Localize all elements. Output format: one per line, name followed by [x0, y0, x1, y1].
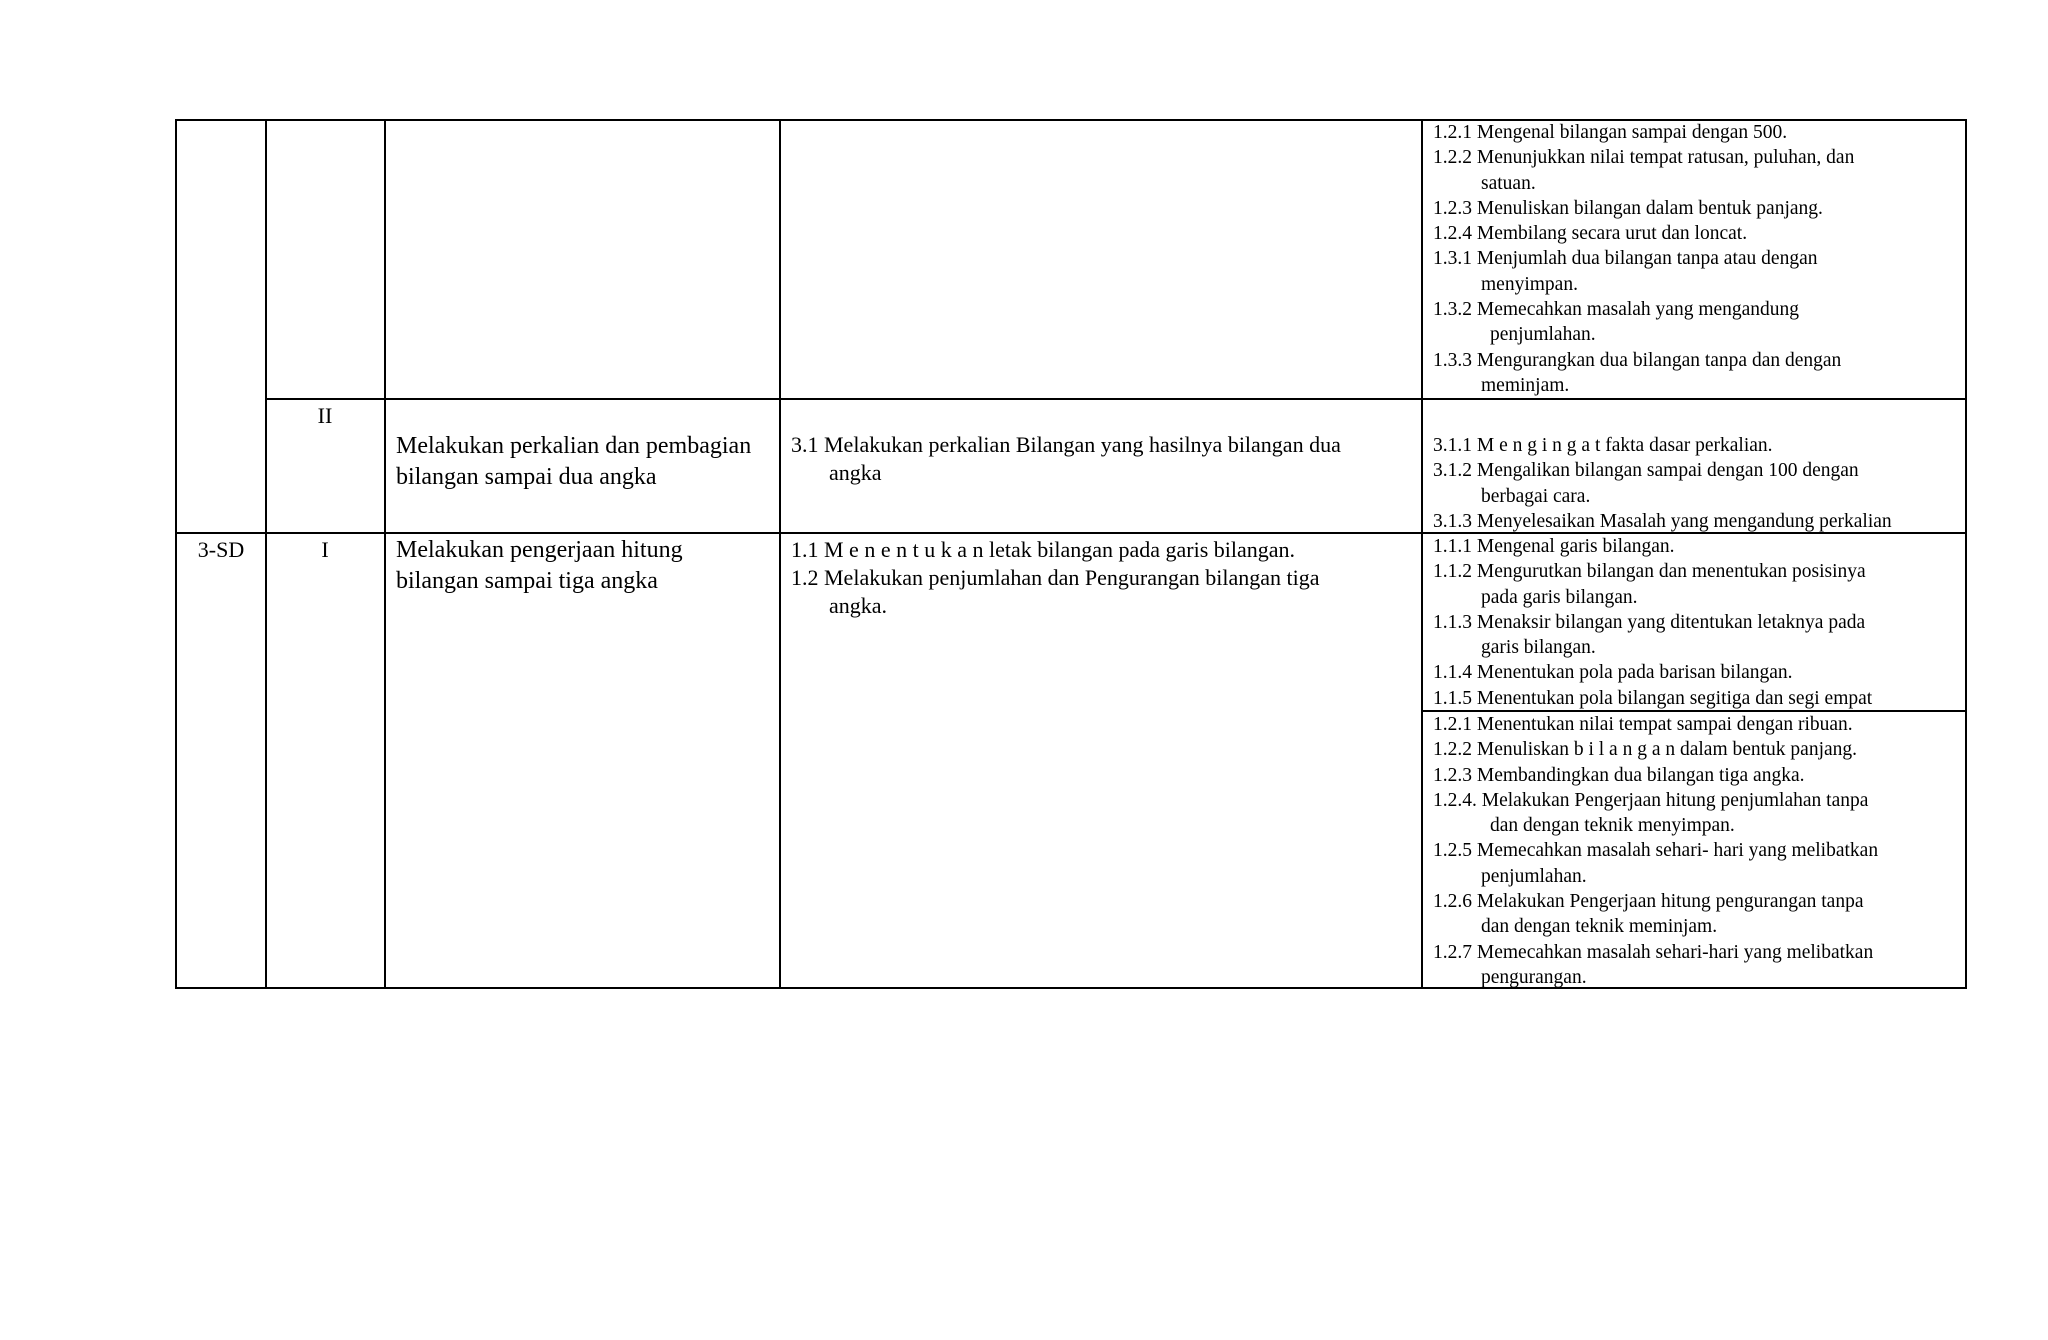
indicator-item: 1.1.3 Menaksir bilangan yang ditentukan letaknya pada garis bilangan.: [1433, 611, 1866, 659]
basic-competency-item: 1.1 M e n e n t u k a n letak bilangan pada garis bilangan.: [791, 537, 1296, 562]
col-divider-2: [384, 119, 386, 989]
indicator-item: 1.2.4. Melakukan Pengerjaan hitung penjumlahan tanpa dan dengan teknik menyimpan.: [1433, 789, 1869, 837]
competency-cell: Melakukan perkalian dan pembagian bilangan sampai dua angka: [396, 433, 752, 490]
indicator-item: 1.2.3 Membandingkan dua bilangan tiga angka.: [1433, 764, 1805, 786]
competency-cell: Melakukan pengerjaan hitung bilangan sampai tiga angka: [396, 537, 683, 594]
indicator-item: 1.1.5 Menentukan pola bilangan segitiga dan segi empat: [1433, 687, 1873, 709]
indicator-item: 1.1.2 Mengurutkan bilangan dan menentukan posisinya pada garis bilangan.: [1433, 561, 1866, 608]
indicator-list: [1433, 534, 1963, 711]
indicator-item: 3.1.1 M e n g i n g a t fakta dasar perkalian.: [1433, 435, 1773, 456]
indicator-item: 1.2.3 Menuliskan bilangan dalam bentuk panjang.: [1433, 197, 1823, 219]
indicator-item: 1.2.5 Memecahkan masalah sehari- hari yang melibatkan penjumlahan.: [1433, 840, 1879, 887]
indicator-list: [1433, 433, 1963, 534]
indicator-item: 1.2.1 Menentukan nilai tempat sampai dengan ribuan.: [1433, 714, 1853, 735]
indicator-item: 1.3.2 Memecahkan masalah yang mengandung penjumlahan.: [1433, 299, 1800, 346]
indicator-item: 1.1.1 Mengenal garis bilangan.: [1433, 536, 1675, 557]
indicator-item: 1.2.2 Menuliskan b i l a n g a n dalam bentuk panjang.: [1433, 739, 1858, 761]
indicator-item: 1.2.7 Memecahkan masalah sehari-hari yang melibatkan pengurangan.: [1433, 941, 1874, 988]
semester-cell: II: [317, 403, 333, 428]
col-divider-3: [779, 119, 781, 989]
basic-competency-item: 3.1 Melakukan perkalian Bilangan yang hasilnya bilangan dua angka: [791, 432, 1341, 485]
indicator-item: 1.2.6 Melakukan Pengerjaan hitung pengurangan tanpa dan dengan teknik meminjam.: [1433, 891, 1864, 938]
indicator-item: 1.3.1 Menjumlah dua bilangan tanpa atau dengan menyimpan.: [1433, 248, 1818, 295]
semester-cell: I: [321, 537, 329, 562]
grade-cell: 3-SD: [197, 537, 245, 562]
indicator-item: 3.1.3 Menyelesaikan Masalah yang mengandung perkalian: [1433, 510, 1892, 532]
indicator-item: 3.1.2 Mengalikan bilangan sampai dengan 100 dengan berbagai cara.: [1433, 460, 1859, 507]
basic-competency-item: 1.2 Melakukan penjumlahan dan Pengurangan bilangan tiga angka.: [791, 565, 1320, 618]
indicator-item: 1.1.4 Menentukan pola pada barisan bilangan.: [1433, 662, 1793, 684]
indicator-list: [1433, 712, 1963, 990]
basic-competency-list: [791, 536, 1416, 620]
indicator-item: 1.3.3 Mengurangkan dua bilangan tanpa dan dengan meminjam.: [1433, 349, 1842, 396]
curriculum-table: [175, 119, 1967, 989]
table-border-right: [1965, 119, 1967, 989]
indicator-item: 1.2.2 Menunjukkan nilai tempat ratusan, puluhan, dan satuan.: [1433, 147, 1855, 194]
basic-competency-list: [791, 431, 1416, 487]
col-divider-4: [1421, 119, 1423, 989]
indicator-item: 1.2.4 Membilang secara urut dan loncat.: [1433, 223, 1748, 245]
indicator-item: 1.2.1 Mengenal bilangan sampai dengan 500.: [1433, 122, 1788, 143]
indicator-list: [1433, 120, 1963, 398]
